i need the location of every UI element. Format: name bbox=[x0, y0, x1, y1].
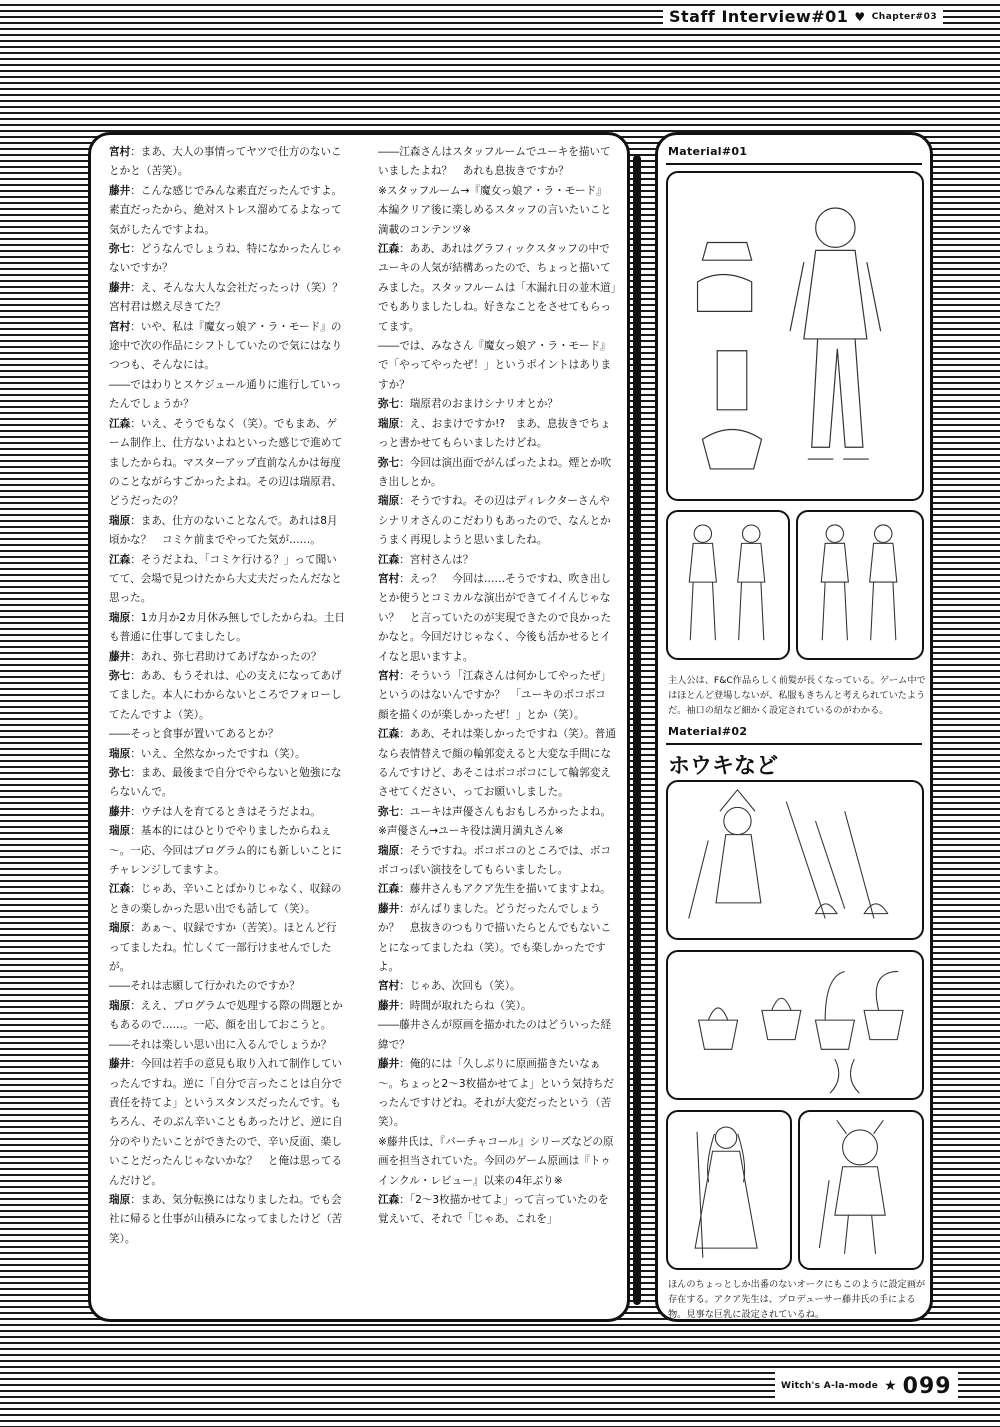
speaker-name: 瑞原 bbox=[109, 611, 131, 624]
speaker-name: 瑞原 bbox=[109, 514, 131, 527]
speaker-name: 弥七 bbox=[109, 767, 131, 779]
speech-text: ：瑞原君のおまけシナリオとか？ bbox=[399, 398, 558, 411]
speech-text: ：あぁ～、収録ですか（苦笑）。ほとんど行ってましたね。忙しくて一部行けませんでしたが。 bbox=[109, 922, 337, 974]
interview-paragraph bbox=[378, 725, 616, 803]
speaker-name: 藤井 bbox=[109, 650, 131, 663]
interview-paragraph bbox=[109, 919, 347, 977]
interview-paragraph bbox=[109, 764, 347, 803]
speaker-name: 江森 bbox=[378, 728, 400, 741]
speaker-name: 瑞原 bbox=[109, 999, 131, 1012]
speaker-name: 瑞原 bbox=[109, 825, 131, 838]
teacher-sketch bbox=[666, 1110, 792, 1270]
speaker-name: 藤井 bbox=[109, 184, 131, 197]
sketch-drawing bbox=[668, 173, 922, 499]
plant-sketch bbox=[666, 950, 924, 1100]
speech-text: ：まあ、大人の事情ってヤツで仕方のないことかと（苦笑）。 bbox=[109, 146, 342, 178]
speech-text: ：「2～3枚描かせてよ」って言っていたのを覚えいて、それで「じゃあ、これを」 bbox=[378, 1193, 609, 1226]
heart-icon: ♥ bbox=[854, 10, 866, 24]
interview-paragraph bbox=[109, 318, 347, 376]
speaker-name: 瑞原 bbox=[378, 844, 400, 857]
speech-text: ：まあ、気分転換にはなりましたね。でも会社に帰ると仕事が山積みになってましたけど（苦笑）。 bbox=[109, 1193, 343, 1245]
material-2-label: Material#02 bbox=[668, 725, 748, 738]
speech-text: ：じゃあ、辛いことばかりじゃなく、収録のときの楽しかった思い出でも話して（笑）。 bbox=[109, 883, 342, 915]
interview-paragraph bbox=[109, 667, 347, 725]
speaker-name: 江森 bbox=[109, 553, 131, 566]
interview-paragraph bbox=[378, 551, 616, 570]
footer-brand: Witch's A-la-mode bbox=[781, 1381, 879, 1391]
orc-sketch bbox=[798, 1110, 924, 1270]
interview-paragraph bbox=[378, 1016, 616, 1055]
material-1-caption: 主人公は、F&C作品らしく前髪が長くなっている。ゲーム中ではほとんど登場しないが、私服もきちんと考えられていたようだ。袖口の紐など細かく設定されているのがわかる。 bbox=[668, 675, 926, 716]
interview-paragraph bbox=[378, 1191, 616, 1230]
speech-text: ：宮村さんは？ bbox=[399, 553, 474, 566]
sketch-drawing bbox=[668, 782, 922, 938]
interview-paragraph bbox=[109, 376, 347, 415]
interview-paragraph bbox=[109, 977, 347, 996]
interview-paragraph bbox=[378, 182, 616, 240]
interview-paragraph bbox=[378, 822, 616, 841]
speaker-name: 弥七 bbox=[378, 398, 400, 411]
speech-text: ――それは志願して行かれたのですか？ bbox=[109, 980, 300, 993]
speech-text: ：ええ、プログラムで処理する際の問題とかもあるので……。一応、顔を出しておこうと。 bbox=[109, 999, 343, 1032]
speech-text: ：えっ？ 今回は……そうですね、吹き出しとか使うとコミカルな演出ができてイイんじゃない？ と言っていたのが実現できたので良かったかなと。今回だけじゃなく、今後も活かせるとイイなと思いますよ。 bbox=[378, 572, 612, 663]
speech-text: ：時間が取れたらね（笑）。 bbox=[399, 999, 532, 1012]
speech-text: ：いや、私は『魔女っ娘ア・ラ・モード』の途中で次の作品にシフトしていたので気にはなりつつも、そんなには。 bbox=[109, 320, 343, 372]
interview-panel bbox=[88, 132, 630, 1322]
interview-paragraph bbox=[109, 415, 347, 512]
speech-text: ※藤井氏は、『バーチャコール』シリーズなどの原画を担当されていた。今回のゲーム原画は『トゥインクル・レビュー』以来の4年ぶり※ bbox=[378, 1135, 614, 1187]
page-footer bbox=[775, 1372, 958, 1400]
speaker-name: 江森 bbox=[109, 417, 131, 430]
speaker-name: 瑞原 bbox=[109, 922, 131, 935]
speaker-name: 江森 bbox=[378, 553, 400, 566]
page-number: 099 bbox=[902, 1373, 952, 1399]
speaker-name: 瑞原 bbox=[109, 1193, 131, 1206]
interview-paragraph bbox=[109, 745, 347, 764]
speaker-name: 藤井 bbox=[109, 805, 131, 818]
speech-text: ：まあ、最後まで自分でやらないと勉強にならないんで。 bbox=[109, 767, 342, 799]
divider bbox=[666, 163, 922, 165]
interview-paragraph bbox=[378, 667, 616, 725]
speaker-name: 藤井 bbox=[109, 281, 131, 294]
interview-paragraph bbox=[378, 454, 616, 493]
speaker-name: 宮村 bbox=[378, 669, 400, 682]
interview-paragraph bbox=[378, 415, 616, 454]
interview-paragraph bbox=[378, 977, 616, 996]
speech-text: ：今回は演出面でがんばったよね。煙とか吹き出しとか。 bbox=[378, 456, 612, 488]
interview-paragraph bbox=[378, 492, 616, 550]
speech-text: ：ああ、それは楽しかったですね（笑）。普通なら表情替えで顔の輪郭変えると大変な手間になるんですけど、あそこはボコボコにして輪郭変えさせてください、ってお願いしました。 bbox=[378, 728, 616, 799]
speech-text: ――ではわりとスケジュール通りに進行していったんでしょうか？ bbox=[109, 378, 342, 411]
speaker-name: 藤井 bbox=[378, 902, 400, 915]
speech-text: ：まあ、仕方のないことなんで。あれは8月頃かな？ コミケ前までやってた気が……。 bbox=[109, 514, 338, 547]
interview-paragraph bbox=[109, 551, 347, 609]
interview-paragraph bbox=[109, 1055, 347, 1191]
speaker-name: 瑞原 bbox=[109, 747, 131, 760]
interview-paragraph bbox=[378, 570, 616, 667]
speech-text: ：いえ、そうでもなく（笑）。でもまあ、ゲーム制作上、仕方ないよねといった感じで進めてましたからね。マスターアップ直前なんかは毎度のことながらすごかったよね。その辺は瑞原君、どうだったの？ bbox=[109, 417, 343, 508]
interview-paragraph bbox=[109, 279, 354, 318]
interview-paragraph bbox=[109, 182, 347, 240]
speech-text: ：ああ、あれはグラフィックスタッフの中でユーキの人気が結構あったので、ちょっと描いてみました。スタッフルームは「木漏れ日の並木道」でもありましたしね。好きなことをさせてもらってます。 bbox=[378, 243, 616, 333]
speaker-name: 瑞原 bbox=[378, 417, 400, 430]
star-icon: ★ bbox=[884, 1378, 897, 1394]
interview-left-column bbox=[109, 143, 354, 1249]
speech-text: ：あれ、弥七君助けてあげなかったの？ bbox=[130, 650, 322, 663]
interview-paragraph bbox=[109, 880, 347, 919]
speaker-name: 江森 bbox=[109, 883, 131, 896]
speech-text: ――では、みなさん『魔女っ娘ア・ラ・モード』で「やってやったぜ！」というポイントはありますか？ bbox=[378, 340, 612, 391]
speaker-name: 弥七 bbox=[378, 456, 400, 469]
speaker-name: 弥七 bbox=[378, 805, 400, 818]
interview-paragraph bbox=[378, 395, 616, 414]
speaker-name: 江森 bbox=[378, 883, 400, 896]
speech-text: ：ユーキは声優さんもおもしろかったよね。 bbox=[399, 805, 612, 818]
speech-text: ：そうですね。その辺はディレクターさんやシナリオさんのこだわりもあったので、なんとかうまく再現しようと思いましたね。 bbox=[378, 495, 611, 547]
interview-paragraph bbox=[109, 143, 347, 182]
character-sketch-main bbox=[666, 171, 924, 501]
header-chapter: Chapter#03 bbox=[871, 12, 938, 22]
interview-paragraph bbox=[109, 997, 347, 1036]
speech-text: ：藤井さんもアクア先生を描いてますよね。 bbox=[399, 883, 611, 896]
interview-paragraph bbox=[109, 1036, 347, 1055]
speaker-name: 瑞原 bbox=[378, 495, 400, 508]
speaker-name: 江森 bbox=[378, 243, 400, 256]
speech-text: ――藤井さんが原画を描かれたのはどういった経緯で？ bbox=[378, 1019, 612, 1051]
material-2-title: ホウキなど bbox=[668, 754, 779, 779]
sketch-drawing bbox=[800, 1112, 922, 1268]
speaker-name: 藤井 bbox=[378, 999, 400, 1012]
speech-text: ※スタッフルーム→『魔女っ娘ア・ラ・モード』本編クリア後に楽しめるスタッフの言いたいこと満載のコンテンツ※ bbox=[378, 184, 612, 236]
speaker-name: 藤井 bbox=[109, 1058, 131, 1071]
sketch-drawing bbox=[668, 1112, 790, 1268]
interview-paragraph bbox=[109, 1191, 347, 1249]
interview-paragraph bbox=[378, 997, 616, 1016]
divider bbox=[666, 743, 922, 745]
interview-paragraph bbox=[109, 803, 347, 822]
speaker-name: 宮村 bbox=[378, 572, 400, 585]
material-2-caption: ほんのちょっとしか出番のないオークにもこのように設定画が存在する。アクア先生は、プロデューサー藤井氏の手による物。見事な巨乳に設定されているね。 bbox=[668, 1279, 926, 1320]
broom-sketch bbox=[666, 780, 924, 940]
interview-paragraph bbox=[378, 143, 616, 182]
character-sketch-back bbox=[796, 510, 924, 660]
interview-paragraph bbox=[109, 512, 347, 551]
interview-paragraph bbox=[378, 803, 616, 822]
speech-text: ：そうだよね、「コミケ行ける？」って聞いてて、会場で見つけたから大丈夫だったんだなと思った。 bbox=[109, 553, 342, 605]
interview-paragraph bbox=[378, 1055, 616, 1133]
page-header bbox=[663, 6, 943, 28]
header-title: Staff Interview#01 bbox=[669, 7, 849, 26]
speech-text: ――そっと食事が置いてあるとか？ bbox=[109, 728, 279, 741]
speaker-name: 弥七 bbox=[109, 243, 131, 256]
speech-text: ：そういう「江森さんは何かしてやったぜ」というのはないんですか？ 「ユーキのボコボコ顔を描くのが楽しかったぜ！」とか（笑）。 bbox=[378, 669, 612, 721]
interview-right-column bbox=[378, 143, 616, 1230]
interview-paragraph bbox=[378, 900, 616, 978]
speech-text: ：ああ、もうそれは、心の支えになってあげてました。本人にわからないところでフォローしてたんですよ（笑）。 bbox=[109, 669, 342, 721]
interview-paragraph bbox=[109, 648, 347, 667]
speech-text: ：1カ月か2カ月休み無しでしたからね。土日も普通に仕事してましたし。 bbox=[109, 611, 345, 644]
speaker-name: 宮村 bbox=[109, 320, 131, 333]
interview-paragraph bbox=[378, 337, 616, 395]
material-1-label: Material#01 bbox=[668, 145, 748, 158]
speech-text: ：今回は若手の意見も取り入れて制作していったんですね。逆に「自分で言ったことは自分で責任を持てよ」というスタンスだったんです。もちろん、そのぶん辛いこともあったけど、逆に自分のやりたいことができたので、辛い反面、楽しいことだったんじゃないかな？ と俺は思ってるんだけど。 bbox=[109, 1058, 343, 1187]
speech-text: ――それは楽しい思い出に入るんでしょうか？ bbox=[109, 1038, 332, 1051]
speech-text: ：こんな感じでみんな素直だったんですよ。素直だったから、絶対ストレス溜めてるよなって気がしたんですよね。 bbox=[109, 184, 343, 236]
speech-text: ：どうなんでしょうね、特になかったんじゃないですか？ bbox=[109, 243, 343, 275]
interview-paragraph bbox=[378, 880, 616, 899]
speaker-name: 宮村 bbox=[378, 980, 400, 993]
speech-text: ：俺的には「久しぶりに原画描きたいなぁ～。ちょっと2～3枚描かせてよ」という気持ちだったんですけどね。それが大変だったという（苦笑）。 bbox=[378, 1058, 614, 1129]
speech-text: ：ウチは人を育てるときはそうだよね。 bbox=[130, 805, 321, 818]
speech-text: ：え、おまけですか!? まあ、息抜きでちょっと書かせてもらいましたけどね。 bbox=[378, 417, 611, 450]
sketch-drawing bbox=[798, 512, 922, 658]
speaker-name: 弥七 bbox=[109, 669, 131, 682]
speech-text: ：基本的にはひとりでやりましたからねぇ～。一応、今回はプログラム的にも新しいことにチャレンジしてますよ。 bbox=[109, 825, 342, 877]
speech-text: ：がんばりました。どうだったんでしょうか？ 息抜きのつもりで描いたらとんでもないことになってましたね（笑）。でも楽しかったですよ。 bbox=[378, 902, 612, 974]
speech-text: ：そうですね。ボコボコのところでは、ボコボコっぽい演技をしてもらいましたし。 bbox=[378, 844, 611, 877]
speech-text: ――江森さんはスタッフルームでユーキを描いていましたよね？ あれも息抜きですか？ bbox=[378, 146, 611, 178]
speech-text: ※声優さん→ユーキ役は満月満丸さん※ bbox=[378, 825, 564, 838]
speech-text: ：じゃあ、次回も（笑）。 bbox=[399, 980, 521, 993]
speech-text: ：え、そんな大人な会社だったっけ（笑）？ 宮村君は燃え尽きてた？ bbox=[109, 281, 354, 314]
interview-paragraph bbox=[109, 240, 347, 279]
character-sketch-front bbox=[666, 510, 790, 660]
sketch-drawing bbox=[668, 952, 922, 1098]
interview-paragraph bbox=[109, 822, 347, 880]
interview-paragraph bbox=[378, 240, 616, 337]
interview-paragraph bbox=[109, 609, 347, 648]
speaker-name: 江森 bbox=[378, 1193, 400, 1206]
materials-panel bbox=[655, 132, 933, 1322]
speaker-name: 藤井 bbox=[378, 1058, 400, 1071]
speech-text: ：いえ、全然なかったですね（笑）。 bbox=[130, 747, 306, 760]
interview-paragraph bbox=[378, 1133, 616, 1191]
speaker-name: 宮村 bbox=[109, 146, 131, 158]
interview-paragraph bbox=[378, 842, 616, 881]
interview-paragraph bbox=[109, 725, 347, 744]
sketch-drawing bbox=[668, 512, 788, 658]
